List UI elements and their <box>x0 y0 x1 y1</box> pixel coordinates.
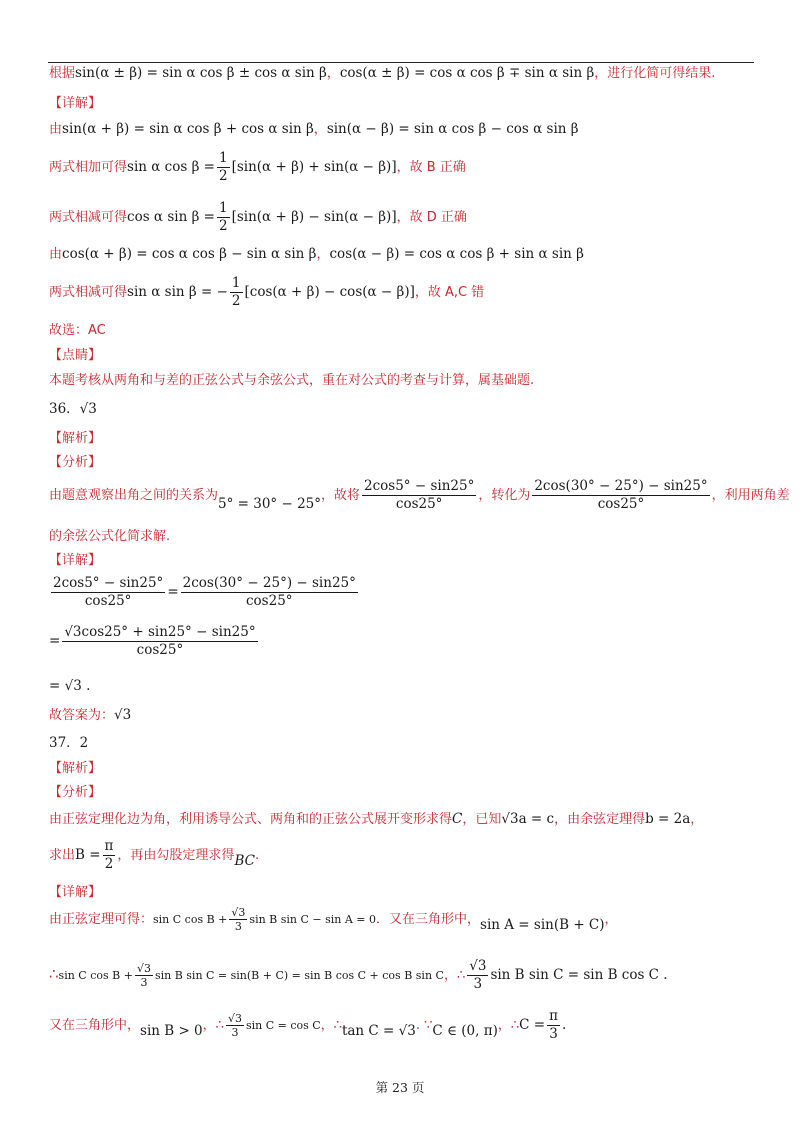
solution-step: = √3 . <box>49 678 91 694</box>
text: ，故 B 正确 <box>396 160 466 175</box>
text: 由 <box>49 247 63 262</box>
derivation-line <box>49 120 579 139</box>
section-heading-detail: 【详解】 <box>49 96 102 111</box>
derivation-line <box>49 150 466 185</box>
page-number: 第 23 页 <box>375 1080 425 1095</box>
question-number-36: 36．√3 <box>49 401 97 417</box>
text: 求出 <box>49 848 76 863</box>
formula: sin α cos β = <box>127 159 215 175</box>
formula: sin B > 0 <box>140 1023 203 1039</box>
text: ，利用两角差 <box>711 488 790 503</box>
fraction: $\frac{\pi}{3}$ <box>549 1008 558 1042</box>
text: 由正弦定理化边为角，利用诱导公式、两角和的正弦公式展开变形求得 <box>49 812 453 827</box>
text: ，故 A,C 错 <box>414 285 485 300</box>
text: 两式相减可得 <box>49 285 128 300</box>
text: ，∴ <box>320 1018 342 1033</box>
text: ，由余弦定理得 <box>554 812 646 827</box>
solution-step <box>49 624 260 659</box>
derivation-line <box>49 245 584 264</box>
text: ，已知 <box>462 812 502 827</box>
formula: cos(α ± β) = cos α cos β ∓ sin α sin β <box>339 65 595 81</box>
derivation-line <box>49 906 618 933</box>
text: ，∴ <box>443 968 466 983</box>
fraction: $\frac{2\cos 5^\circ - \sin 25^\circ}{\cos 25^\circ}$ <box>364 478 475 512</box>
fraction: $\frac{√3}{3}$ <box>136 962 151 989</box>
formula: [sin(α + β) − sin(α − β)] <box>231 209 397 225</box>
formula: cos(α + β) = cos α cos β − sin α sin β <box>62 246 317 262</box>
formula: C = <box>519 1017 546 1033</box>
solution-step <box>49 575 360 610</box>
section-heading-comment: 【点睛】 <box>49 348 102 363</box>
formula: sin(α − β) = sin α cos β − cos α sin β <box>326 121 579 137</box>
text: 两式相减可得 <box>49 210 128 225</box>
formula: = <box>49 633 61 649</box>
formula: BC <box>234 853 255 869</box>
text: ，再由勾股定理求得 <box>117 848 235 863</box>
fraction: $\frac{2\cos 5^\circ - \sin 25^\circ}{\cos 25^\circ}$ <box>53 575 164 609</box>
analysis-line <box>49 838 259 873</box>
answer-line <box>49 706 131 725</box>
formula: C <box>452 811 463 827</box>
formula: cos α sin β = <box>127 209 215 225</box>
formula: C ∈ (0, π) <box>432 1023 498 1039</box>
text: . ∵ <box>415 1018 433 1033</box>
formula: cos(α − β) = cos α cos β + sin α sin β <box>329 246 584 262</box>
text: ， <box>316 247 330 262</box>
text: 根据 <box>49 66 76 81</box>
section-heading-detail: 【详解】 <box>49 553 102 568</box>
text: 故答案为： <box>49 708 115 723</box>
formula: 5° = 30° − 25° <box>218 496 321 512</box>
text: . <box>254 848 260 863</box>
text: 两式相加可得 <box>49 160 128 175</box>
header-rule <box>48 62 754 63</box>
derivation-line <box>49 275 484 310</box>
section-heading-detail: 【详解】 <box>49 885 102 900</box>
formula: tan C = √3 <box>341 1023 416 1039</box>
fraction: $\frac{√3}{3}$ <box>231 906 246 933</box>
formula: sin(α ± β) = sin α cos β ± cos α sin β <box>75 65 327 81</box>
text: ．又在三角形中， <box>376 912 481 927</box>
derivation-line <box>49 1008 566 1043</box>
answer-line: 故选：AC <box>49 323 106 338</box>
analysis-line: 的余弦公式化简求解. <box>49 529 171 544</box>
fraction: $\frac{√3\cos 25^\circ + \sin 25^\circ - \sin 25^\circ}{\cos 25^\circ}$ <box>64 624 256 658</box>
section-heading-breakdown: 【分析】 <box>49 455 102 470</box>
formula: √3a = c <box>501 811 555 827</box>
text: ，转化为 <box>478 488 531 503</box>
formula: sin A = sin(B + C) <box>480 917 605 933</box>
text: 又在三角形中， <box>49 1018 141 1033</box>
fraction: $\frac{√3}{3}$ <box>227 1012 242 1039</box>
fraction: $\frac{1}{2}$ <box>218 150 228 184</box>
formula: sin α sin β = − <box>127 284 228 300</box>
formula: sin C = cos C <box>245 1019 321 1032</box>
text: ，进行化简可得结果. <box>594 66 716 81</box>
formula: √3 <box>114 707 132 723</box>
intro-line <box>49 64 715 83</box>
comment-text: 本题考核从两角和与差的正弦公式与余弦公式，重在对公式的考查与计算，属基础题. <box>49 373 535 388</box>
formula: b = 2a <box>645 811 691 827</box>
text: ，故将 <box>321 488 361 503</box>
text: ， <box>326 66 340 81</box>
text: 由 <box>49 122 63 137</box>
text: ∴ <box>49 965 59 983</box>
text: ，∴ <box>202 1018 224 1033</box>
fraction: $\frac{2\cos(30^\circ - 25^\circ) - \sin 25^\circ}{\cos 25^\circ}$ <box>182 575 356 609</box>
section-heading-breakdown: 【分析】 <box>49 785 102 800</box>
analysis-line <box>49 810 703 829</box>
fraction: $\frac{1}{2}$ <box>231 275 241 309</box>
text: ，故 D 正确 <box>396 210 467 225</box>
derivation-line <box>49 200 467 235</box>
formula: sin C cos B + <box>58 969 133 982</box>
formula: = <box>167 584 179 600</box>
text: ， <box>690 812 704 827</box>
formula: sin B sin C = sin B cos C . <box>490 967 668 983</box>
section-heading-analysis: 【解析】 <box>49 431 102 446</box>
formula: [cos(α + β) − cos(α − β)] <box>244 284 415 300</box>
formula: B = <box>75 847 101 863</box>
text: 由题意观察出角之间的关系为 <box>49 488 219 503</box>
section-heading-analysis: 【解析】 <box>49 761 102 776</box>
fraction: $\frac{2\cos(30^\circ - 25^\circ) - \sin 25^\circ}{\cos 25^\circ}$ <box>534 478 708 512</box>
formula: sin B sin C = sin(B + C) = sin B cos C + cos B sin C <box>154 969 444 982</box>
formula: . <box>561 1017 567 1033</box>
text: ， <box>604 912 618 927</box>
text: 由正弦定理可得： <box>49 912 154 927</box>
analysis-line <box>49 478 790 513</box>
text: ，∴ <box>497 1018 520 1033</box>
fraction: $\frac{1}{2}$ <box>218 200 228 234</box>
derivation-line <box>49 958 668 993</box>
formula: sin C cos B + <box>153 913 228 926</box>
formula: [sin(α + β) + sin(α − β)] <box>231 159 397 175</box>
fraction: $\frac{\pi}{2}$ <box>104 838 114 872</box>
fraction: $\frac{√3}{3}$ <box>469 958 487 992</box>
formula: sin B sin C − sin A = 0 <box>249 913 377 926</box>
text: ， <box>313 122 327 137</box>
question-number-37: 37．2 <box>49 735 89 751</box>
formula: sin(α + β) = sin α cos β + cos α sin β <box>62 121 314 137</box>
